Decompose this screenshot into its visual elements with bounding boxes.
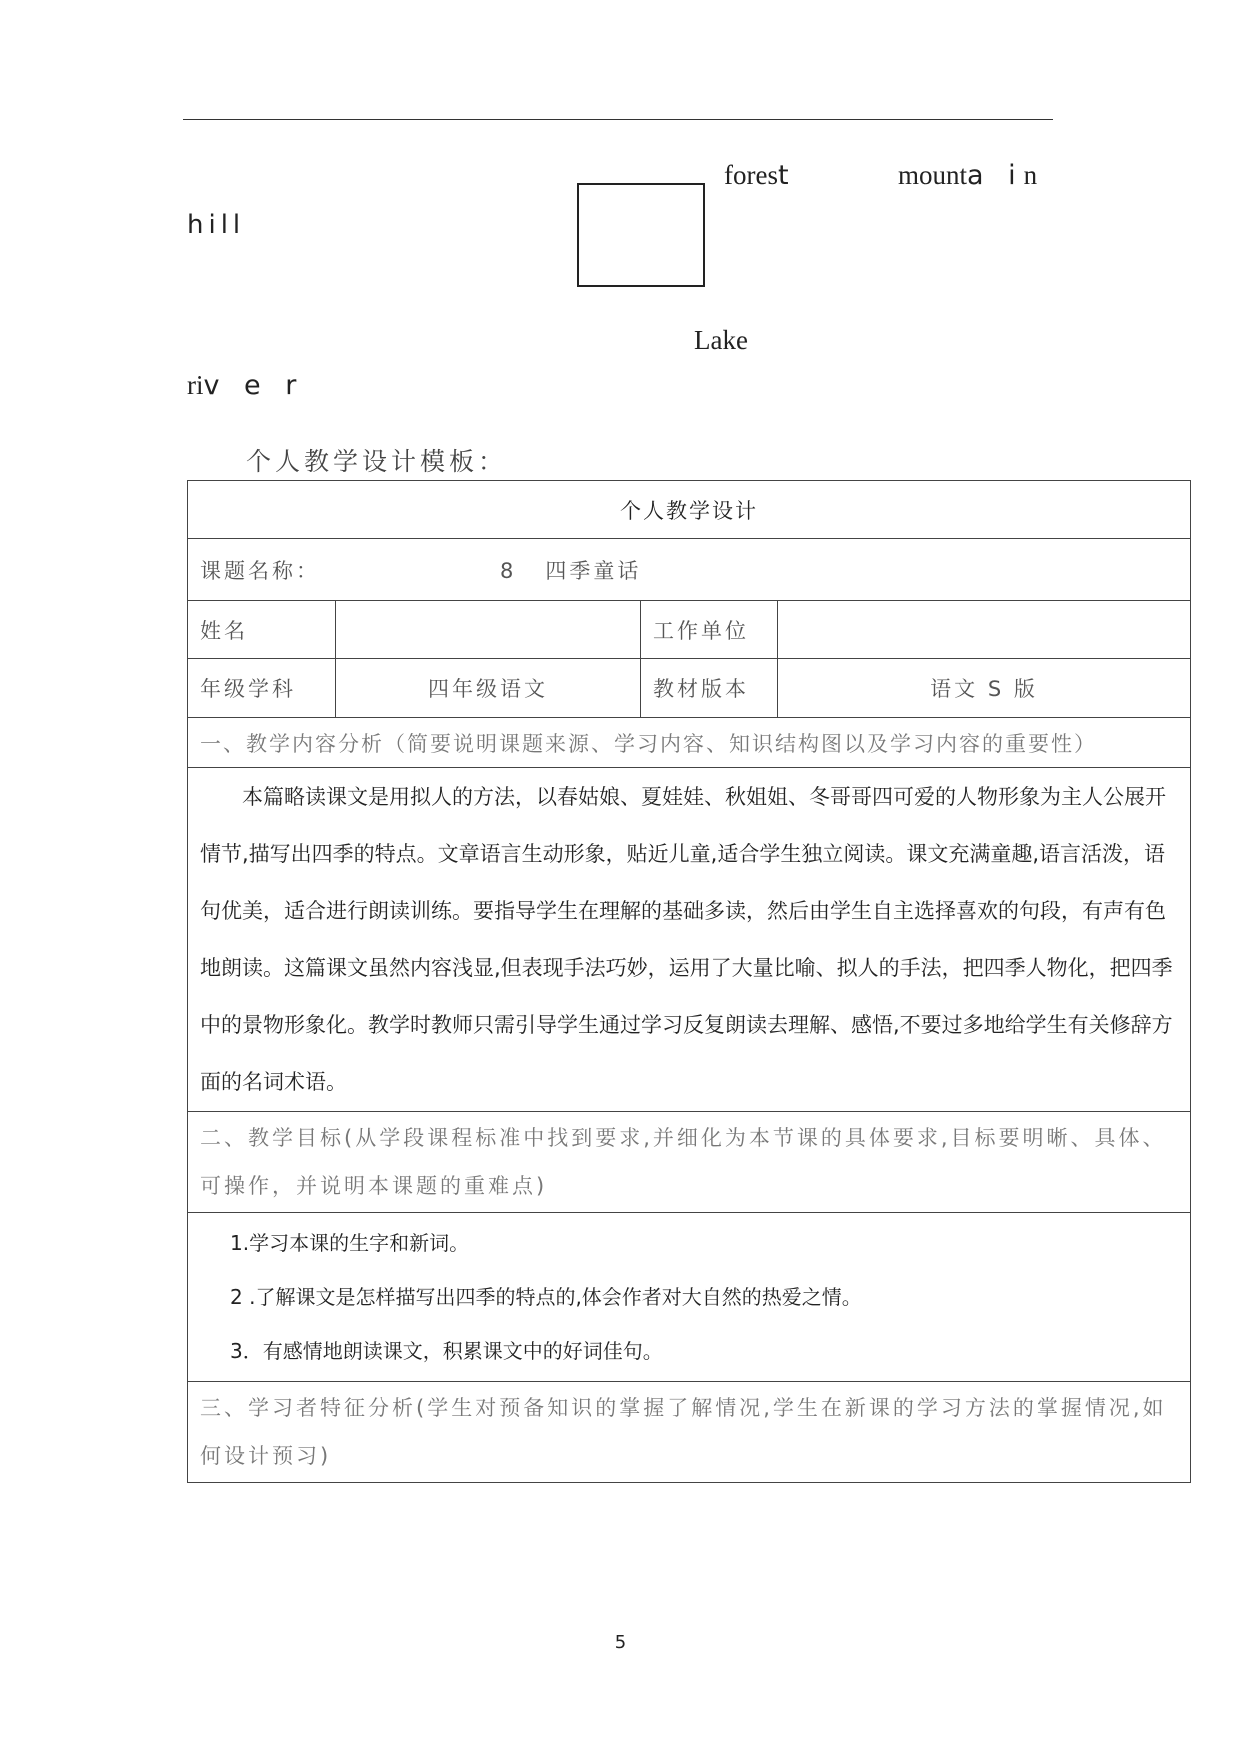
table-row-name [188,601,1191,659]
table-row-grade [188,659,1191,718]
name-value[interactable] [336,601,641,659]
table-row-goals [188,1213,1191,1382]
table-row-course [188,539,1191,601]
lesson-plan-table [187,480,1191,1483]
table-row-section3-label [188,1382,1191,1483]
grade-label: 年级学科 [188,659,336,718]
table-row-title [188,481,1191,539]
word-mountain-part-1: mount [898,160,968,190]
table-row-section2-label [188,1112,1191,1213]
section1-text: 本篇略读课文是用拟人的方法，以春姑娘、夏娃娃、秋姐姐、冬哥哥四可爱的人物形象为主人公展开情节,描写出四季的特点。文章语言生动形象，贴近儿童,适合学生独立阅读。课文充满童趣,语言活泼，语句优美，适合进行朗读训练。要指导学生在理解的基础多读，然后由学生自主选择喜欢的句段，有声有色地朗读。这篇课文虽然内容浅显,但表现手法巧妙，运用了大量比喻、拟人的手法，把四季人物化，把四季中的景物形象化。教学时教师只需引导学生通过学习反复朗读去理解、感悟,不要过多地给学生有关修辞方面的名词术语。 [188,768,1191,1112]
word-river-part-1: ri [187,370,204,400]
course-label: 课题名称： [200,558,320,583]
goal-item-2: 2 .了解课文是怎样描写出四季的特点的,体会作者对大自然的热爱之情。 [230,1285,862,1309]
table-title: 个人教学设计 [188,481,1191,539]
edition-value: 语文 S 版 [778,659,1191,718]
unit-value[interactable] [778,601,1191,659]
word-river [187,370,304,401]
word-forest [724,160,797,191]
goal-item-3: 3．有感情地朗读课文，积累课文中的好词佳句。 [230,1339,663,1363]
table-row-section1-label [188,718,1191,768]
goals-cell [188,1213,1191,1382]
grade-value: 四年级语文 [336,659,641,718]
header-rule [183,119,1053,120]
word-forest-part-1: fores [724,160,778,190]
section2-label: 二、教学目标(从学段课程标准中找到要求,并细化为本节课的具体要求,目标要明晰、具体、可操作，并说明本课题的重难点) [188,1112,1191,1213]
word-mountain-part-2: a i [967,160,1024,191]
word-lake: Lake [694,325,748,355]
table-row-section1-text [188,768,1191,1112]
name-label: 姓名 [188,601,336,659]
section3-label: 三、学习者特征分析(学生对预备知识的掌握了解情况,学生在新课的学习方法的掌握情况,如何设计预习) [188,1382,1191,1483]
edition-label: 教材版本 [641,659,778,718]
goal-item-1: 1.学习本课的生字和新词。 [230,1231,470,1255]
course-cell [188,539,1191,601]
section1-label: 一、教学内容分析（简要说明课题来源、学习内容、知识结构图以及学习内容的重要性） [188,718,1191,768]
word-hill: hill [187,210,246,240]
template-heading: 个人教学设计模板： [246,447,508,476]
page-number: 5 [614,1632,627,1653]
word-river-part-2: v e r [203,370,305,401]
diagram-center-box [577,183,705,287]
word-mountain [898,160,1037,191]
word-forest-part-2: t [777,160,797,191]
course-value: 8 四季童话 [500,558,642,583]
unit-label: 工作单位 [641,601,778,659]
word-mountain-part-3: n [1023,160,1038,190]
